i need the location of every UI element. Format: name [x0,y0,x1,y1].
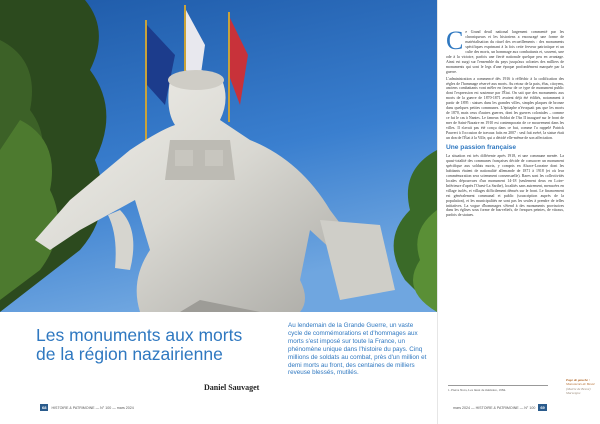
headline-line-2: de la région nazairienne [36,344,223,364]
body-paragraph-3: La situation est très différente après 1918, et une commune menée. La quasi-totalité des communes françaises décide de consacrer un monument spécifique aux soldats morts, y compris en Alsace-Lorraine dont les habitants étaient de nationalité allemande de 1871 à 1918 (et où leur commémoration sera sciemment consensuelle). Rares sont les collectivités locales dépourvues d'un monument 14-18 (seulement deux en Loire-Inférieure d'après l'Ouest-La Sarthe), localités sans autrement, menacées en village isolés, et villages difficilement dénués sur le front. Le financement est généralement communal et public (souscription auprès de la population), et les municipalités ne sont pas les seules à prendre de telles initiatives. La vogue d'hommages s'étend à des monuments provisoires dans les églises sous forme de bas-reliefs, de fresques peintes, de vitraux, parfois de statues. [446,153,564,218]
article-headline [36,326,286,364]
body-paragraph-2: L'administration a commencé dès 1916 à réfléchir à la codification des règles de l'hommage réservé aux morts. Au retour de la paix, élus, citoyens, anciens combattants vont mêler en faveur de ce type de monument public dont l'expression est soutenue par l'État. On sait que des monuments aux morts de la guerre de 1870-1871 avaient déjà été édifiés, notamment à partir de 1895 : statues dans les grandes villes, simples plaques de bronze dans quelques petites communes. L'épitaphe n'évoquait pas que les morts de 1870, mais ceux d'autres guerres, dont les guerres coloniales – comme ce fut le cas à Nantes. Le fameux Soldat de l'An II inauguré sur le front de mer de Saint-Nazaire en 1910 est contemporain de ce mouvement dans les villes. Il n'avait pas été conçu dans ce but, comme l'a rappelé Patrick Pauvert à l'occasion de travaux faits en 2007 : seul fait avéré, la statue était un don de l'État à la Ville, qui a décidé elle-même de son affectation. [446,76,564,141]
caption-text: Monuments de Besné [566,382,595,387]
footnote: 1. Pierre Nora, Les lieux de mémoire, 1984. [448,385,548,392]
article-author: Daniel Sauvaget [204,383,260,392]
body-paragraph-1: Ce Grand deuil national largement commenté par les chroniqueurs et les historiens a encouragé une forme de matérialisation du rituel des recueillements : des monuments spécifiques exprimant à la fois cette ferveur patriotique et un culte des morts, un hommage aux combattants et, souvent, une ode à la victoire, parfois une fierté nationale quelque peu en avantage. Ainsi est surgi sur l'ensemble du pays jusqu'aux colonies des milliers de monuments qui sont le legs d'une époque profondément marquée par la guerre. [446,26,564,74]
article-body [446,26,564,220]
folio-left [40,404,134,411]
folio-right [453,404,547,411]
folio-left-text: HISTOIRE & PATRIMOINE — N° 100 — mars 2024 [51,405,134,410]
caption-title: Page de gauche : [566,378,591,382]
folio-right-text: mars 2024 — HISTOIRE & PATRIMOINE — N° 100 [453,405,536,410]
photo-caption [566,378,598,396]
page-number-left: 68 [42,405,47,410]
photo-credit: (Mairie de Besné) Marseigne [566,386,591,396]
drop-cap: C [446,26,464,55]
headline-line-1: Les monuments aux morts [36,325,243,345]
article-intro: Au lendemain de la Grande Guerre, un vaste cycle de commémorations et d'hommages aux morts s'est imposé sur toute la France, un phénomène unique dans l'histoire du pays. Cinq millions de soldats au combat, près d'un million et demi morts au front, des centaines de milliers reveuse blessés, mutilés. [288,322,427,377]
section-subheading: Une passion française [446,143,516,151]
page-number-right: 69 [540,405,545,410]
